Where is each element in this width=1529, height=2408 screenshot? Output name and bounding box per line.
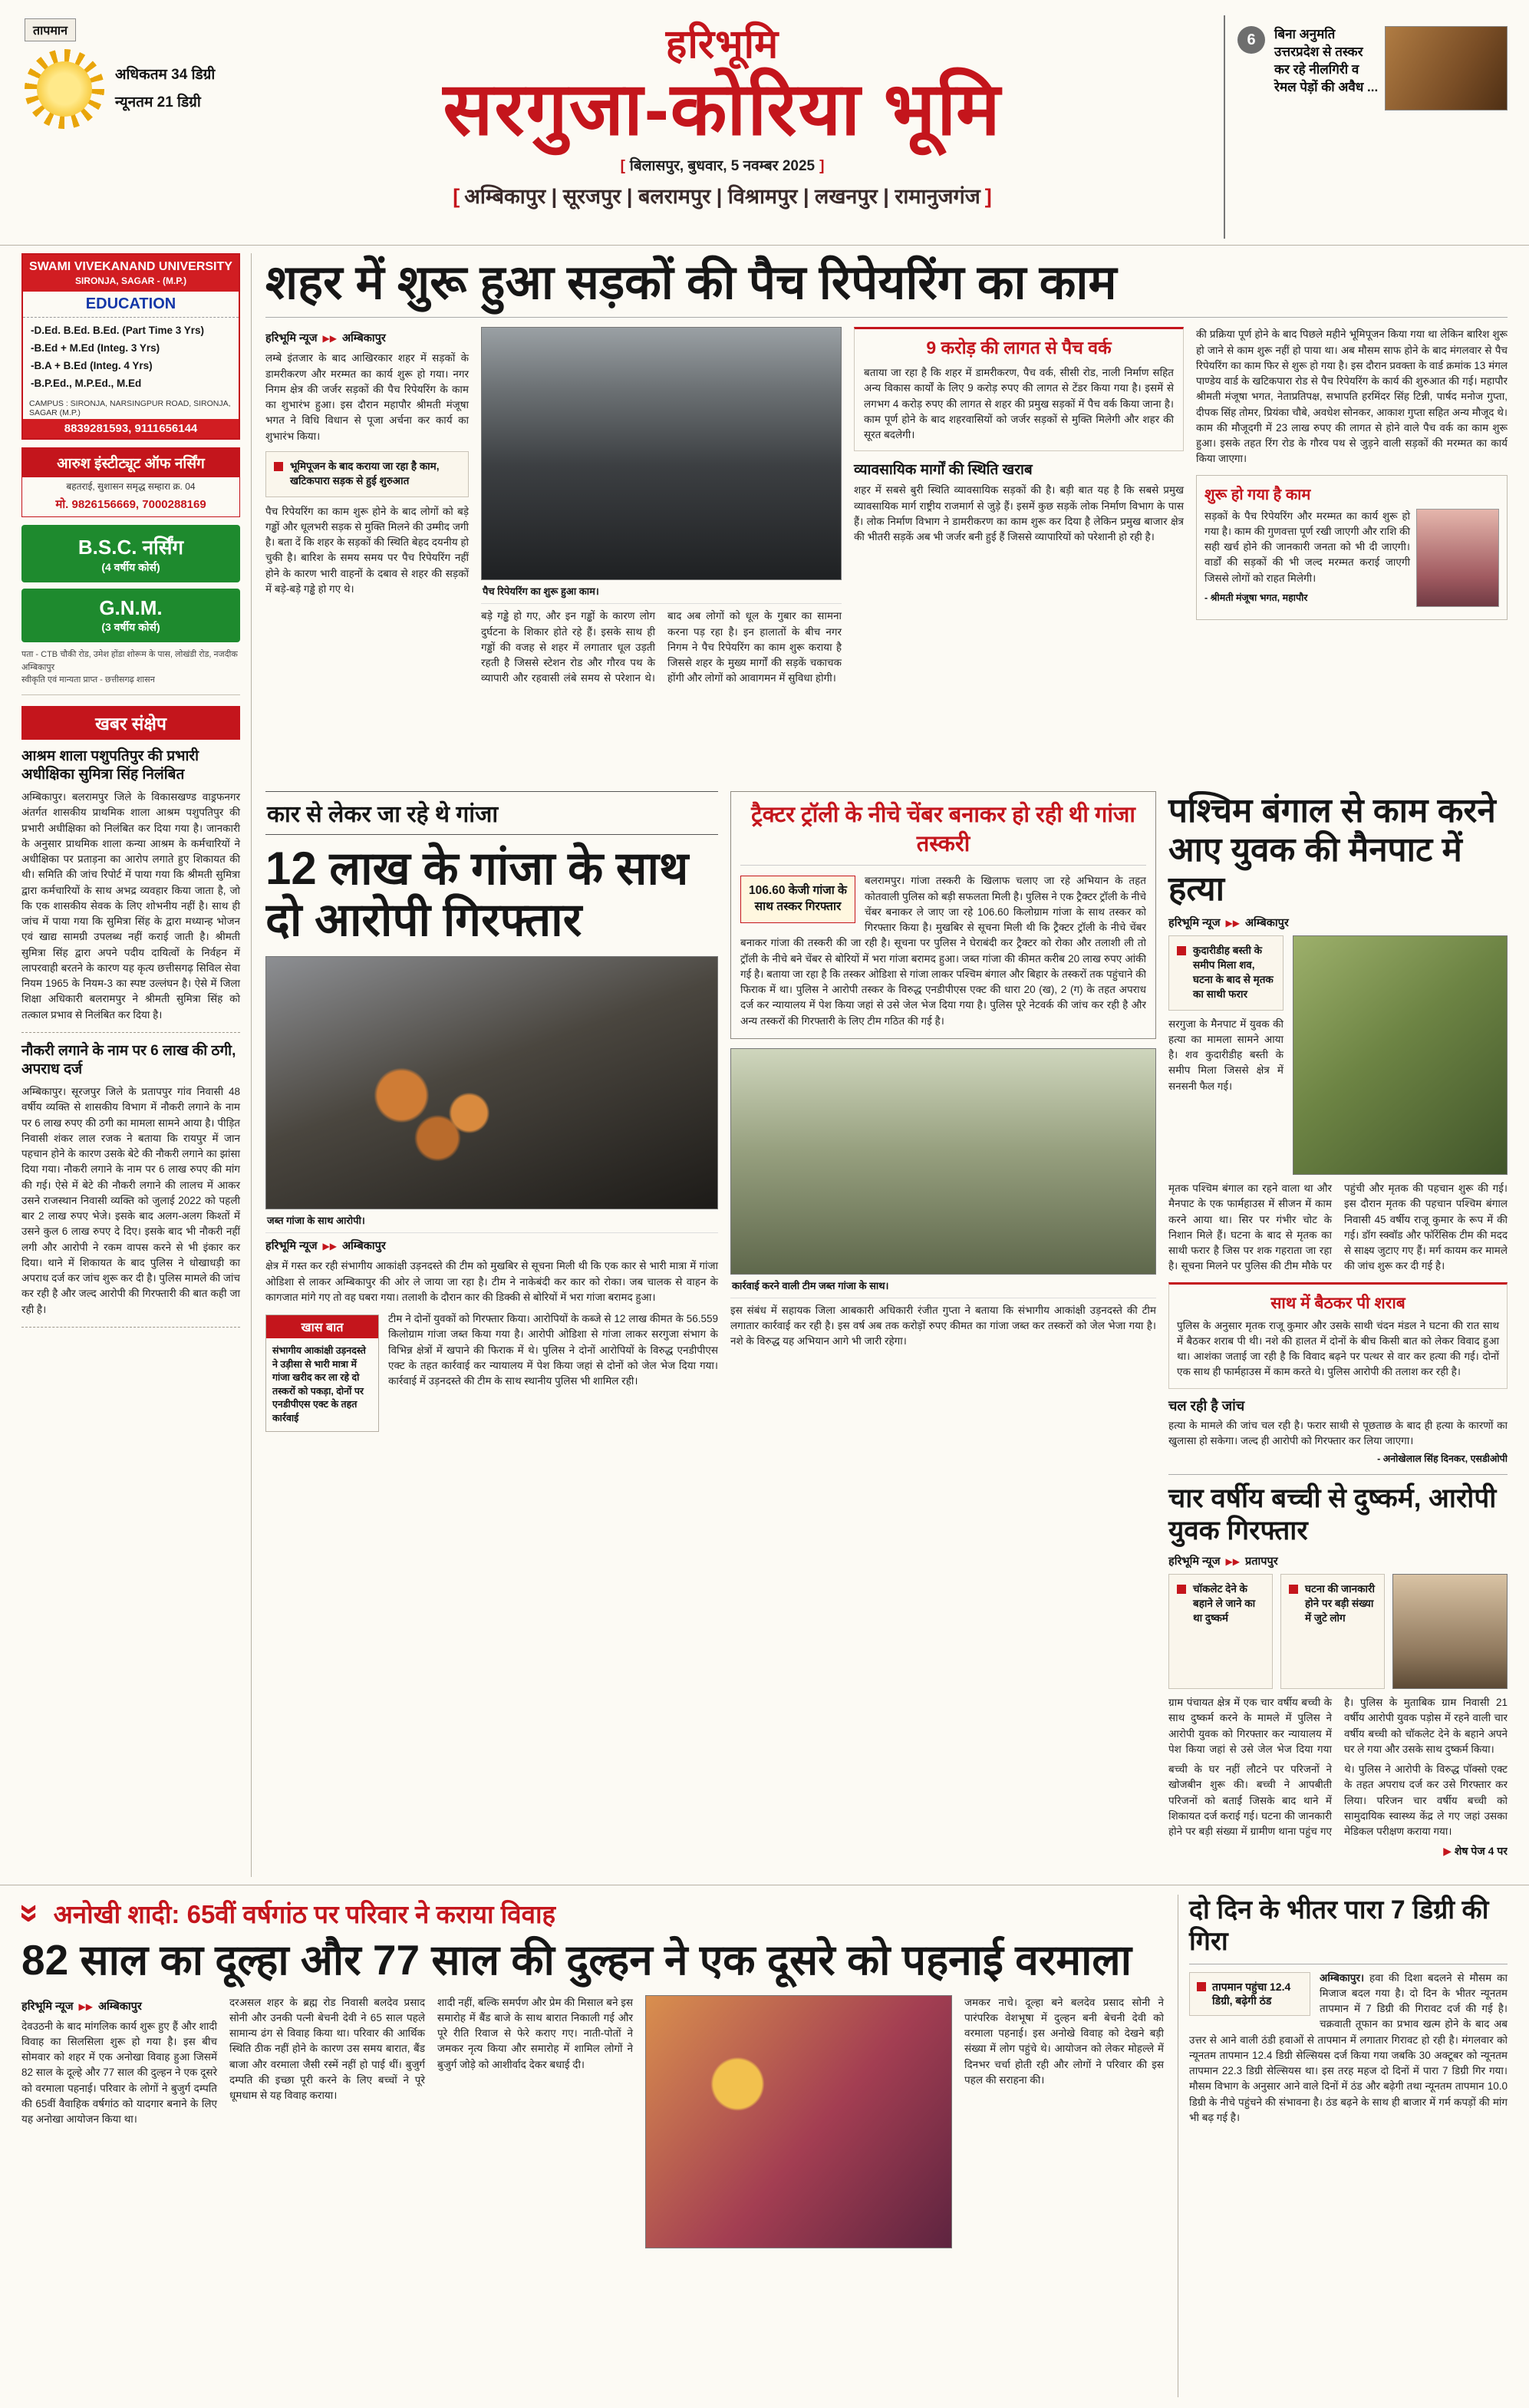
cold-dateline: अम्बिकापुर।: [1320, 1971, 1365, 1984]
lead-under-photo-text: बड़े गड्ढे हो गए, और इन गड्ढों के कारण लोग दुर्घटना के शिकार होते रहे हैं। इसके साथ ही गड्ढों की वजह से शहर में लगातार धूल उड़ती रहती है जिससे स्टेशन रोड और गौरव पथ के व्यापारी और रहवासी लंबे समय से परेशान थे। बाद अब लोगों को धूल के गुबार का सामना करना पड़ रहा है। इन हालातों के बीच नगर निगम ने पैच रिपेयरिंग का काम शुरू कराया है जिससे शहर के मुख्य मार्गों की सड़कें चकाचक होंगी और लोगों को आवागमन में सुविधा होगी।: [481, 610, 842, 684]
tractor-box: [730, 791, 1156, 1039]
byline-brand: हरिभूमि न्यूज: [265, 1240, 318, 1253]
byline: [265, 330, 469, 345]
wedding-col-1: [21, 1995, 217, 2248]
lead-grid: [265, 327, 1508, 686]
byline: [1168, 915, 1508, 930]
red-square-bullet-icon: [1177, 1585, 1186, 1594]
commercial-roads-subhead: व्यावसायिक मार्गों की स्थिति खराब: [854, 462, 1033, 479]
brief-body: अम्बिकापुर। बलरामपुर जिले के विकासखण्ड वाड्रफनगर अंतर्गत शासकीय प्राथमिक शाला आश्रम पशुपतिपुर की प्रभारी अधीक्षिका को निलंबित कर दिया गया है। जानकारी के अनुसार प्राथमिक शाला कन्या आश्रम के कर्मचारियों ने अधीक्षिका पर प्रताड़ना का आरोप लगाते हुए शिकायत की थी। समिति की जांच रिपोर्ट में पाया गया कि श्रीमती सुमित्रा द्वारा कर्मचारियों के साथ अभद्र व्यवहार किया जाता है, जो कि एक शासकीय सेवक के लिए शोभनीय नहीं है। साथ ही जांच में पाया गया कि सुमित्रा सिंह के द्वारा मध्यान्ह भोजन एवं खाद्य सामग्री उपलब्ध नहीं कराई जाती है। श्रीमती सुमित्रा सिंह द्वारा अपने पदीय दायित्वों के निर्वहन में लापरवाही बरतने के कारण यह कृत्य छत्तीसगढ़ सिविल सेवा नियम 1965 के नियम-3 का स्पष्ट उल्लंघन है। ऐसे में जिला शिक्षा अधिकारी बलरामपुर ने श्रीमती सुमित्रा सिंह को तत्काल प्रभाव से निलंबित कर दिया है।: [21, 791, 240, 1021]
murder-top-row: [1168, 935, 1508, 1175]
university-campus: CAMPUS : SIRONJA, NARSINGPUR ROAD, SIRONJA, SAGAR (M.P.): [29, 399, 231, 418]
red-square-bullet-icon: [274, 462, 283, 471]
cost-box-body: बताया जा रहा है कि शहर में डामरीकरण, पैच वर्क, सीसी रोड, नाली निर्माण सहित अन्य विकास कार्यों के लिए 9 करोड़ रुपए की लागत से टेंडर किया गया है। इसमें से लगभग 4 करोड़ रुपए की लागत से शहर की प्रमुख सड़कों में पैच वर्क किया जाना है। काम पूर्ण होने के बाद शहरवासियों को जर्जर सड़कों से मुक्ति मिलेगी और शहर की सूरत बदलेगी।: [864, 367, 1174, 441]
bsc-course-sub: (4 वर्षीय कोर्स): [101, 561, 160, 574]
brief-title: नौकरी लगाने के नाम पर 6 लाख की ठगी, अपराध दर्ज: [21, 1042, 236, 1078]
tractor-headline: ट्रैक्टर ट्रॉली के नीचे चेंबर बनाकर हो रही थी गांजा तस्करी: [740, 801, 1146, 866]
murder-highlight-text: कुदारीडीह बस्ती के समीप मिला शव, घटना के बाद से मृतक का साथी फरार: [1193, 945, 1274, 1000]
liquor-box-title: साथ में बैठकर पी शराब: [1270, 1294, 1405, 1312]
university-ad-header: [23, 255, 239, 292]
pocso-bullet-1-text: चॉकलेट देने के बहाने ले जाने का था दुष्कर्म: [1193, 1583, 1256, 1624]
bsc-course-box: [21, 525, 240, 582]
ganja-story: [265, 791, 718, 1877]
red-square-bullet-icon: [1197, 1982, 1206, 1991]
university-name: SWAMI VIVEKANAND UNIVERSITY: [29, 260, 232, 273]
pocso-story: [1168, 1474, 1508, 1859]
gnm-course-title: G.N.M.: [99, 596, 163, 620]
khas-baat-text: संभागीय आकांक्षी उड़नदस्ते ने उड़ीसा से भारी मात्रा में गांजा खरीद कर ला रहे दो तस्करों को पकड़ा, दोनों पर एनडीपीएस एक्ट के तहत कार्रवाई: [272, 1345, 366, 1423]
accused-photo: [1392, 1574, 1508, 1689]
weather-readings: [115, 61, 215, 117]
pocso-bullet-1: [1168, 1574, 1273, 1689]
probe-subhead: चल रही है जांच: [1168, 1397, 1245, 1413]
brief-title: आश्रम शाला पशुपतिपुर की प्रभारी अधीक्षिका सुमित्रा सिंह निलंबित: [21, 747, 199, 783]
teaser-page-number: 6: [1237, 26, 1265, 54]
weather-row: [25, 49, 218, 129]
nursing-note-2: स्वीकृति एवं मान्यता प्राप्त - छत्तीसगढ़ शासन: [21, 675, 155, 685]
nursing-name: आरुश इंस्टीट्यूट ऑफ नर्सिंग: [22, 448, 239, 477]
university-phones: 8839281593, 9111656144: [23, 419, 239, 438]
mayor-quote-box: [1196, 475, 1508, 620]
continued-text: शेष पेज 4 पर: [1454, 1845, 1508, 1858]
lead-highlight-text: भूमिपूजन के बाद कराया जा रहा है काम, खटिकपारा सड़क से हुई शुरुआत: [290, 460, 440, 487]
masthead-center: [232, 15, 1213, 239]
lead-col-3: [854, 327, 1184, 686]
bracket-right: ]: [984, 184, 992, 208]
brief-body: अम्बिकापुर। सूरजपुर जिले के प्रतापपुर गांव निवासी 48 वर्षीय व्यक्ति से शासकीय विभाग में नौकरी लगाने के नाम पर 6 लाख रुपए की ठगी का मामला सामने आया है। पीड़ित निवासी शंकर लाल रजक ने बताया कि रायपुर में जान पहचान होने के कारण उसके बेटे की नौकरी लगाने का झांसा दिया गया। नौकरी लगाने के नाम पर 6 लाख रुपए की मांग की गई। ऐसे में बेटे की नौकरी लगाने की लालच में आकर उसने राजस्थान निवासी व्यक्ति को जुलाई 2022 को पहली बार 2 लाख रुपए भेजे। इसके बाद अलग-अलग किश्तों में उसने कुल 6 लाख रुपए दे दिए। इसके बाद भी नौकरी नहीं लगी और आरोपी ने रकम वापस करने से भी इंकार कर दिया। थाने में शिकायत के बाद पुलिस ने धोखाधड़ी का अपराध दर्ज कर जांच शुरू कर दी है। पुलिस मामले की जांच कर रही है और जल्द आरोपी की गिरफ्तारी की बात कही जा रही है।: [21, 1086, 240, 1315]
byline-brand: हरिभूमि न्यूज: [21, 2000, 74, 2013]
tractor-story: [730, 791, 1156, 1877]
quote-credit: - श्रीमती मंजूषा भगत, महापौर: [1204, 592, 1308, 603]
ganja-para-2-wrap: [265, 1311, 718, 1435]
lead-highlight-box: [265, 451, 469, 497]
byline-brand: हरिभूमि न्यूज: [265, 332, 318, 345]
wedding-story: [12, 1895, 1164, 2397]
teaser-photo: [1385, 26, 1508, 111]
probe-body: हत्या के मामले की जांच चल रही है। फरार साथी से पूछताछ के बाद ही हत्या के कारणों का खुलासा हो सकेगा। जल्द ही आरोपी को गिरफ्तार कर लिया जाएगा।: [1168, 1419, 1508, 1446]
byline: [1168, 1553, 1508, 1568]
mayor-portrait-photo: [1416, 509, 1499, 607]
quote-box-title: शुरू हो गया है काम: [1204, 486, 1311, 503]
news-brief: [21, 1042, 240, 1328]
wedding-body-3: शादी नहीं, बल्कि समर्पण और प्रेम की मिसाल बने इस समारोह में बैंड बाजे के साथ बारात निकाली गई और पूरे रीति रिवाज से फेरे कराए गए। नाती-पोतों ने जमकर नृत्य किया और समारोह में शामिल लोगों ने बुजुर्ग जोड़े को आशीर्वाद देकर बधाई दी।: [437, 1996, 633, 2070]
lead-para-2: पैच रिपेयरिंग का काम शुरू होने के बाद लोगों को बड़े गड्ढों और धूलभरी सड़क से मुक्ति मिलने की उम्मीद जगी है। बता दें कि शहर के सड़कों की स्थिति बेहद दयनीय हो चुकी है। बारिश के समय समय पर पैच रिपेयरिंग नहीं होने के कारण भारी वाहनों के दबाव से शहर की सड़कों में बड़े-बड़े गड्ढे हो गए थे।: [265, 505, 469, 595]
quote-box-body: सड़कों के पैच रिपेयरिंग और मरम्मत का कार्य शुरू हो गया है। काम की गुणवत्ता पूर्ण रखी जाएगी और राशि की सही खर्च होने की जानकारी जनता को भी दी जाएगी। वार्डों की सड़कों की भी जल्द मरम्मत कराई जाएगी जिससे लोगों को राहत मिलेगी।: [1204, 510, 1410, 584]
byline-city: अम्बिकापुर: [1244, 917, 1289, 930]
wedding-body-2: दरअसल शहर के ब्रह्म रोड निवासी बलदेव प्रसाद सोनी और उनकी पत्नी बेचनी देवी ने 65 साल पहले सामान्य ढंग से विवाह किया था। परिवार की आर्थिक स्थिति ठीक नहीं होने के कारण उस समय बारात, बैंड बाजा और वरमाला जैसी रस्में नहीं हो पाई थीं। बुजुर्ग दम्पति की इच्छा पूरी करने के लिए बच्चों ने पूरे धूमधाम से यह विवाह कराया।: [229, 1996, 425, 2102]
right-column: [1168, 791, 1508, 1877]
university-education-heading: EDUCATION: [23, 292, 239, 318]
red-square-bullet-icon: [1177, 946, 1186, 955]
byline-city: अम्बिकापुर: [97, 2000, 142, 2013]
middle-band: [265, 791, 1508, 1877]
masthead: [0, 0, 1529, 246]
wedding-body-1: देवउठनी के बाद मांगलिक कार्य शुरू हुए हैं और शादी विवाह का सिलसिला शुरू हो गया है। इस बीच सोमवार को शहर में एक अनोखा विवाह हुआ जिसमें 82 साल के दूल्हे और 77 साल की दुल्हन ने एक दूसरे को वरमाला पहनाई। परिवार के लोगों ने बुजुर्ग दम्पति की 65वीं वैवाहिक वर्षगांठ को यादगार बनाने के लिए यह अनोखा आयोजन किया था।: [21, 2020, 217, 2126]
bottom-band: [0, 1885, 1529, 2397]
bracket-left: [: [620, 157, 625, 174]
cost-box-title: 9 करोड़ की लागत से पैच वर्क: [926, 338, 1112, 358]
wedding-banner-text: अनोखी शादी: 65वीं वर्षगांठ पर परिवार ने कराया विवाह: [53, 1900, 556, 1928]
pocso-bullet-2: [1280, 1574, 1385, 1689]
ganja-headline: 12 लाख के गांजा के साथ दो आरोपी गिरफ्तार: [265, 843, 689, 946]
lead-col-4: [1196, 327, 1508, 686]
pocso-headline: चार वर्षीय बच्ची से दुष्कर्म, आरोपी युवक गिरफ्तार: [1168, 1483, 1497, 1546]
dateline-text: बिलासपुर, बुधवार, 5 नवम्बर 2025: [629, 157, 816, 174]
bracket-right: ]: [819, 157, 825, 174]
news-brief: [21, 747, 240, 1033]
weather-max: अधिकतम 34 डिग्री: [115, 66, 216, 83]
wedding-photo: [645, 1995, 952, 2248]
murder-headline: पश्चिम बंगाल से काम करने आए युवक की मैनपाट में हत्या: [1168, 792, 1496, 909]
ganja-para-3: इस संबंध में सहायक जिला आबकारी अधिकारी रंजीत गुप्ता ने बताया कि संभागीय आकांक्षी उड़नदस्ते की टीम लगातार कार्रवाई कर रही है। इस वर्ष अब तक करोड़ों रुपए कीमत का गांजा जब्त कर तस्करों को जेल भेजा गया है। नशे के विरुद्ध यह अभियान आगे भी जारी रहेगा।: [730, 1304, 1156, 1347]
top-right-teaser: [1224, 15, 1508, 239]
cold-bullet-box: [1189, 1972, 1310, 2017]
banner-chevron-icon: »: [12, 1903, 52, 1924]
byline: [21, 1998, 217, 2014]
cost-box: [854, 327, 1184, 451]
byline-arrows-icon: ▶▶: [1225, 918, 1240, 929]
lead-col-1: [265, 327, 469, 686]
lead-story: [265, 253, 1508, 787]
continued-marker: [1168, 1844, 1508, 1859]
gnm-course-sub: (3 वर्षीय कोर्स): [101, 621, 160, 634]
wedding-banner: [12, 1896, 1164, 1931]
red-square-bullet-icon: [1289, 1585, 1298, 1594]
murder-highlight-box: [1168, 935, 1284, 1011]
patch-repair-caption: पैच रिपेयरिंग का शुरू हुआ काम।: [481, 580, 842, 604]
course-item: -D.Ed. B.Ed. B.Ed. (Part Time 3 Yrs): [31, 325, 205, 337]
nursing-ad-notes: [21, 648, 240, 695]
murder-para-2: मृतक पश्चिम बंगाल का रहने वाला था और मैनपाट के एक फार्महाउस में सीजन में काम करने आया था। सिर पर गंभीर चोट के निशान मिले हैं। घटना के बाद से मृतक का साथी फरार है जिस पर शक गहराता जा रहा है। सूचना मिलने पर पुलिस की टीम मौके पर पहुंची और मृतक की पहचान शुरू की गई। इस दौरान मृतक की पहचान पश्चिम बंगाल निवासी 45 वर्षीय राजू कुमार के रूप में की गई। डॉग स्क्वॉड और फॉरेंसिक टीम की मदद से साक्ष्य जुटाए गए हैं। मर्ग कायम कर मामले की जांच शुरू कर दी गई है।: [1168, 1183, 1508, 1272]
wedding-grid: [21, 1995, 1164, 2248]
murder-para-1: सरगुजा के मैनपाट में युवक की हत्या का मामला सामने आया है। शव कुदारीडीह बस्ती के समीप मिला जिससे क्षेत्र में सनसनी फैल गई।: [1168, 1018, 1284, 1092]
khas-baat-box: [265, 1315, 379, 1432]
nursing-address: बहतराई, सुशासन समृद्ध सम्हारा क्र. 04: [66, 481, 196, 493]
nursing-note-1: पता - CTB चौकी रोड, उमेश होंडा शोरूम के पास, लोखंडी रोड, नजदीक अम्बिकापुर: [21, 650, 238, 672]
gnm-course-box: [21, 589, 240, 642]
university-ad: [21, 253, 240, 440]
byline-arrows-icon: ▶▶: [322, 1241, 337, 1252]
pocso-top-row: [1168, 1574, 1508, 1689]
news-briefs-header: खबर संक्षेप: [21, 706, 240, 740]
liquor-box: [1168, 1282, 1508, 1389]
left-rail: [21, 253, 252, 1877]
byline-arrows-icon: ▶▶: [1225, 1556, 1240, 1568]
byline-brand: हरिभूमि न्यूज: [1168, 1555, 1221, 1568]
ganja-para-1: क्षेत्र में गस्त कर रही संभागीय आकांक्षी उड़नदस्ते की टीम को मुखबिर से सूचना मिली थी कि एक कार से भारी मात्रा में गांजा ओडिशा से लाकर अम्बिकापुर की ओर ले जाया जा रहा है। टीम ने नाकेबंदी कर कार को रोका। जब चालक से वाहन के कागजात मांगे गए तो वह घबरा गया। तलाशी के दौरान कार की डिक्की से बोरियों में भरा गांजा बरामद हुआ।: [265, 1260, 718, 1303]
cold-story: [1178, 1895, 1508, 2397]
dateline: [232, 155, 1213, 175]
nursing-ad: [21, 447, 240, 517]
nursing-phone: मो. 9826156669, 7000288169: [55, 498, 206, 512]
police-team-figure: [730, 1048, 1156, 1298]
course-item: -B.P.Ed., M.P.Ed., M.Ed: [31, 378, 142, 390]
wedding-headline: 82 साल का दूल्हा और 77 साल की दुल्हन ने एक दूसरे को पहनाई वरमाला: [21, 1936, 1132, 1984]
commercial-roads-body: शहर में सबसे बुरी स्थिति व्यावसायिक सड़कों की है। बड़ी बात यह है कि सबसे प्रमुख व्यावसायिक मार्ग राष्ट्रीय राजमार्ग से जुड़े हैं। इसमें कुछ सड़कें लोक निर्माण विभाग के पास हैं। लोक निर्माण विभाग ने डामरीकरण का काम शुरू कर दिया है लेकिन प्रमुख बाजार क्षेत्र की भीतरी सड़कें अब भी जर्जर बनी हुई हैं जिससे व्यापारियों को परेशानी हो रही है।: [854, 484, 1184, 543]
byline-brand: हरिभूमि न्यूज: [1168, 917, 1221, 930]
cold-body-text: हवा की दिशा बदलने से मौसम का मिजाज बदल गया है। दो दिन के भीतर न्यूनतम तापमान में 7 डिग्री की गिरावट दर्ज की गई है। चक्रवाती तूफान का प्रभाव खत्म होने के बाद अब उत्तर से आने वाली ठंडी हवाओं से तापमान में लगातार गिरावट हो रही है। मंगलवार को न्यूनतम तापमान 12.4 डिग्री सेल्सियस दर्ज किया गया जबकि 30 अक्टूबर को न्यूनतम तापमान 22.3 डिग्री सेल्सियस था। इस तरह महज दो दिनों में पारा 7 डिग्री गिर गया। मौसम विभाग के अनुसार आने वाले दिनों में ठंड और बढ़ेगी तथा न्यूनतम तापमान 10.0 डिग्री के नीचे पहुंचने की संभावना है। ठंड बढ़ने के साथ ही बाजार में गर्म कपड़ों की मांग भी बढ़ गई है।: [1189, 1971, 1508, 2123]
weather-min: न्यूनतम 21 डिग्री: [115, 94, 201, 111]
main-grid: [0, 246, 1529, 1877]
police-team-caption: कार्रवाई करने वाली टीम जब्त गांजा के साथ।: [730, 1275, 1156, 1298]
tractor-side-note: 106.60 केजी गांजा के साथ तस्कर गिरफ्तार: [740, 876, 855, 923]
cities-bar: [232, 181, 1213, 209]
edition-title: सरगुजा-कोरिया भूमि: [443, 68, 1002, 150]
byline-city: प्रतापपुर: [1244, 1555, 1278, 1568]
byline-arrows-icon: ▶▶: [78, 2001, 93, 2012]
seized-ganja-caption: जब्त गांजा के साथ आरोपी।: [265, 1209, 718, 1233]
university-place: SIRONJA, SAGAR - (M.P.): [74, 275, 187, 286]
pocso-para-1: ग्राम पंचायत क्षेत्र में एक चार वर्षीय बच्ची के साथ दुष्कर्म करने के मामले में पुलिस ने आरोपी युवक को गिरफ्तार कर न्यायालय में पेश किया जहां से उसे जेल भेज दिया गया है। पुलिस के मुताबिक ग्राम निवासी 21 वर्षीय आरोपी युवक पड़ोस में रहने वाली चार वर्षीय बच्ची को चॉकलेट देने के बहाने अपने घर ले गया और उसके साथ दुष्कर्म किया।: [1168, 1697, 1508, 1755]
patch-repair-figure: [481, 327, 842, 604]
bracket-left: [: [453, 184, 460, 208]
pocso-bullet-2-text: घटना की जानकारी होने पर बड़ी संख्या में जुटे लोग: [1305, 1583, 1376, 1624]
cities-text: अम्बिकापुर | सूरजपुर | बलरामपुर | विश्रामपुर | लखनपुर | रामानुजगंज: [464, 184, 980, 208]
weather-title: तापमान: [25, 18, 76, 41]
murder-left-col: [1168, 935, 1284, 1175]
seized-ganja-photo: [265, 956, 718, 1209]
byline: [265, 1238, 718, 1253]
university-course-list: [23, 318, 239, 397]
tractor-body-wrap: [740, 873, 1146, 1029]
ganja-para-2: टीम ने दोनों युवकों को गिरफ्तार किया। आरोपियों के कब्जे से 12 लाख कीमत के 56.559 किलोग्राम गांजा जब्त किया गया है। आरोपी ओडिशा से गांजा लाकर सरगुजा संभाग के विभिन्न क्षेत्रों में खपाने की फिराक में थे। पुलिस ने दोनों आरोपियों के विरुद्ध एनडीपीएस एक्ट के तहत कार्रवाई कर न्यायालय में पेश किया जहां से दोनों को जेल भेज दिया गया। कार्रवाई में उड़नदस्ते की टीम के साथ स्थानीय पुलिस भी शामिल रही।: [388, 1313, 718, 1387]
khas-baat-label: खास बात: [266, 1315, 378, 1338]
cold-headline: दो दिन के भीतर पारा 7 डिग्री की गिरा: [1189, 1895, 1508, 1964]
continued-arrow-icon: ▶: [1443, 1845, 1452, 1858]
cold-body-wrap: [1189, 1971, 1508, 2126]
ganja-kicker: कार से लेकर जा रहे थे गांजा: [265, 791, 718, 835]
patch-repair-photo: [481, 327, 842, 580]
course-item: -B.Ed + M.Ed (Integ. 3 Yrs): [31, 342, 160, 355]
seized-ganja-figure: [265, 956, 718, 1233]
officer-sign: - अनोखेलाल सिंह दिनकर, एसडीओपी: [1377, 1453, 1508, 1465]
teaser-headline: बिना अनुमति उत्तरप्रदेश से तस्कर कर रहे नीलगिरी व रेमल पेड़ों की अवैध ...: [1274, 27, 1379, 94]
paper-brand: हरिभूमि: [665, 22, 779, 67]
lead-para-1: लम्बे इंतजार के बाद आखिरकार शहर में सड़कों के डामरीकरण और मरम्मत का कार्य शुरू हो गया। नगर निगम क्षेत्र की जर्जर सड़कों की पैच रिपेयरिंग के काम का शुभारंभ हुआ। इस दौरान महापौर श्रीमती मंजूषा भगत ने विधि विधान से पूजा अर्चना कर कार्य का शुभारंभ किया।: [265, 352, 469, 442]
weather-box: [21, 15, 221, 239]
pocso-para-2: बच्ची के घर नहीं लौटने पर परिजनों ने खोजबीन शुरू की। बच्ची ने आपबीती परिजनों को बताई जिसके बाद थाने में शिकायत दर्ज कराई गई। घटना की जानकारी होने पर बड़ी संख्या में ग्रामीण थाना पहुंच गए थे। पुलिस ने आरोपी के विरुद्ध पॉक्सो एक्ट के तहत अपराध दर्ज कर उसे गिरफ्तार कर लिया। परिजन चार वर्षीय बच्ची को सामुदायिक स्वास्थ्य केंद्र ले गए जहां उसका मेडिकल परीक्षण कराया गया।: [1168, 1763, 1508, 1838]
wedding-body-4: जमकर नाचे। दूल्हा बने बलदेव प्रसाद सोनी ने पारंपरिक वेशभूषा में दुल्हन बनी बेचनी देवी को वरमाला पहनाई। इस अनोखे विवाह को देखने बड़ी संख्या में लोग पहुंचे थे। आयोजन को लेकर मोहल्ले में दिनभर चर्चा होती रही और लोगों ने परिवार की इस पहल की सराहना की।: [964, 1996, 1164, 2086]
cold-bullet-text: तापमान पहुंचा 12.4 डिग्री, बढ़ेगी ठंड: [1212, 1980, 1291, 2007]
lead-headline: शहर में शुरू हुआ सड़कों की पैच रिपेयरिंग का काम: [265, 253, 1508, 318]
liquor-box-body: पुलिस के अनुसार मृतक राजू कुमार और उसके साथी चंदन मंडल ने घटना की रात साथ में बैठकर शराब पी थी। नशे की हालत में दोनों के बीच किसी बात को लेकर विवाद हुआ था। आशंका जताई जा रही है कि विवाद बढ़ने पर पत्थर से वार कर हत्या की गई। दोनों एक साथ ही फार्महाउस में काम करते थे। पुलिस आरोपी की तलाश कर रही है।: [1177, 1319, 1499, 1378]
crime-scene-photo: [1293, 935, 1508, 1175]
police-team-photo: [730, 1048, 1156, 1275]
content-area: [265, 253, 1508, 1877]
sun-icon: [25, 49, 104, 129]
byline-city: अम्बिकापुर: [341, 332, 386, 345]
lead-col-2: [481, 327, 842, 686]
byline-city: अम्बिकापुर: [341, 1240, 386, 1253]
tractor-body: बलरामपुर। गांजा तस्करी के खिलाफ चलाए जा रहे अभियान के तहत कोतवाली पुलिस को बड़ी सफलता मिली है। पुलिस ने एक ट्रैक्टर ट्रॉली के नीचे चेंबर बनाकर ले जाए जा रहे 106.60 किलोग्राम गांजा के साथ तस्कर को गिरफ्तार किया है। मुखबिर से सूचना मिली थी कि ट्रैक्टर ट्रॉली के नीचे चेंबर बनाकर गांजा की तस्करी की जा रही है। सूचना पर पुलिस ने घेराबंदी कर ट्रैक्टर को रोका और तलाशी ली तो ट्रॉली के नीचे बने चेंबर से बोरियों में भरा गांजा बरामद हुआ। जब्त गांजा की कीमत करीब 20 लाख रुपए आंकी गई है। बताया जा रहा है कि तस्कर ओडिशा से गांजा लाकर पश्चिम बंगाल और बिहार के तस्करों तक पहुंचाने की फिराक में था। पुलिस ने आरोपी तस्कर के विरुद्ध एनडीपीएस एक्ट की धारा 20 (ख), 2 (ग) के तहत अपराध दर्ज कर न्यायालय में पेश किया जहां से उसे जेल भेज दिया गया है। पुलिस पूरे नेटवर्क की जांच कर रही है और अन्य तस्करों की गिरफ्तारी के लिए टीम गठित की गई है।: [740, 875, 1146, 1027]
byline-arrows-icon: ▶▶: [322, 333, 337, 345]
bsc-course-title: B.S.C. नर्सिंग: [77, 536, 184, 559]
lead-para-4: की प्रक्रिया पूर्ण होने के बाद पिछले महीने भूमिपूजन किया गया था लेकिन बारिश शुरू हो जाने से काम शुरू नहीं हो पाया था। अब मौसम साफ होने के बाद मंगलवार से पैच रिपेयरिंग का काम फिर से शुरू हो गया है। इस दौरान प्रवक्ता के वार्ड क्रमांक 13 मंगल पाण्डेय वार्ड के खटिकपारा रोड से पैच रिपेयरिंग के कार्य की शुरुआत की गई। महापौर श्रीमती मंजूषा भगत, नेताप्रतिपक्ष, सभापति हरमिंदर सिंह टिन्नी, पार्षद मनोज गुप्ता, दीपक सिंह तोमर, प्रियंका चौबे, अवधेश सोनकर, आकाश गुप्ता सहित अन्य मौजूद थे। काम की मौजूदगी में 23 लाख रुपए की लागत से होने वाले पैच वर्क का काम शुरू हुआ। इसके तहत रिंग रोड के गौरव पथ से जुड़ने वाली सड़कों की मरम्मत का कार्य किया जाएगा।: [1196, 328, 1508, 465]
course-item: -B.A + B.Ed (Integ. 4 Yrs): [31, 360, 153, 372]
